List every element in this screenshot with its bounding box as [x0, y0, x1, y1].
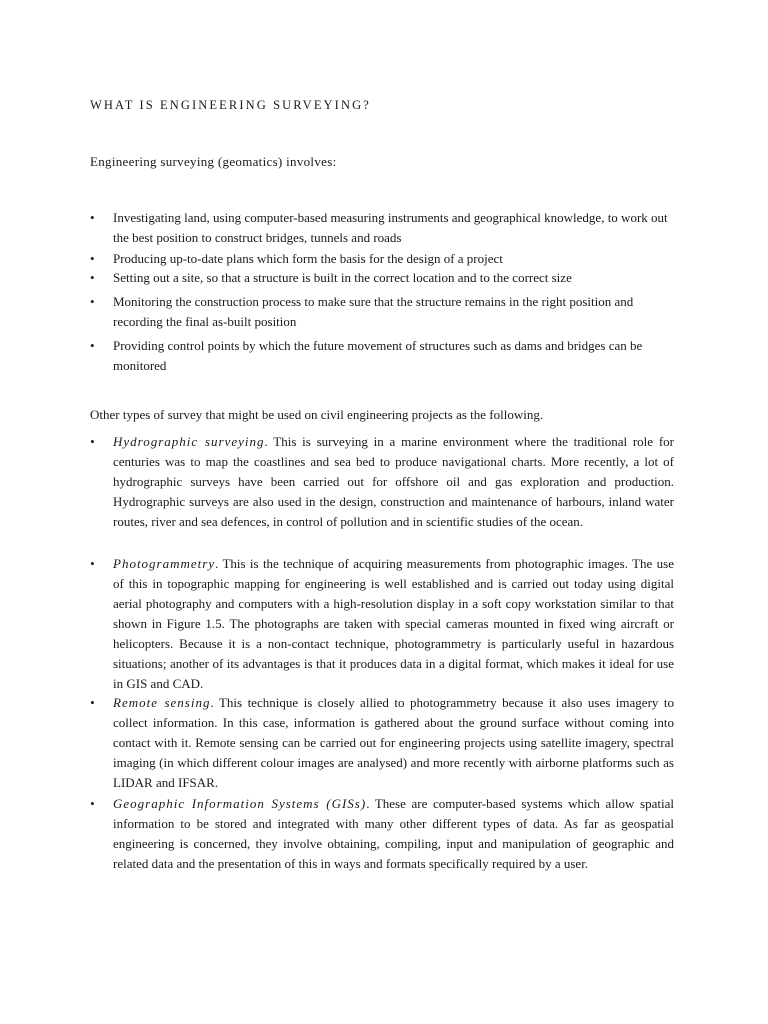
survey-type-description: . These are computer-based systems which allow spatial information to be stored and integrated with many other different types of data. As far as geospatial engineering is concerned, they involve obtaining, compiling, input and manipulation of geographic and related data and the presentation of this in ways and formats specifically required by a user.	[113, 796, 674, 871]
bullet-icon: •	[90, 796, 96, 811]
survey-type-term: Photogrammetry	[113, 556, 216, 571]
list-item-text: Producing up-to-date plans which form the basis for the design of a project	[113, 251, 503, 266]
other-types-intro: Other types of survey that might be used on civil engineering projects as the following.	[90, 407, 544, 422]
survey-type-description: . This is the technique of acquiring measurements from photographic images. The use of this in topographic mapping for engineering is well established and is carried out today using digital aerial photography and computers with a high-resolution display in a soft copy workstation similar to that shown in Figure 1.5. The photographs are taken with special cameras mounted in fixed wing aircraft or helicopters. Because it is a non-contact technique, photogrammetry is particularly useful in hazardous situations; another of its advantages is that it produces data in a digital format, which makes it ideal for use in GIS and CAD.	[113, 556, 674, 691]
survey-type-description: . This is surveying in a marine environment where the traditional role for centuries was to map the coastlines and sea bed to produce navigational charts. More recently, a lot of hydrographic surveys have been carried out for offshore oil and gas exploration and production. Hydrographic surveys are also used in the design, construction and maintenance of harbours, inland water routes, river and sea defences, in control of pollution and in scientific studies of the ocean.	[113, 434, 675, 529]
bullet-icon: •	[90, 338, 95, 353]
bullet-icon: •	[90, 251, 95, 266]
survey-type-item	[90, 794, 674, 874]
list-item-text: Providing control points by which the future movement of structures such as dams and bridges can be monitored	[113, 338, 643, 373]
survey-type-text	[113, 794, 674, 874]
list-item	[90, 336, 674, 376]
bullet-icon: •	[90, 294, 95, 309]
survey-type-item	[90, 693, 674, 793]
bullet-icon: •	[90, 434, 96, 449]
bullet-icon: •	[90, 210, 95, 225]
survey-type-item	[90, 554, 674, 694]
bullet-icon: •	[90, 556, 96, 571]
survey-type-term: Remote sensing	[113, 695, 211, 710]
list-item-text: Investigating land, using computer-based measuring instruments and geographical knowledge, to work out the best position to construct bridges, tunnels and roads	[113, 210, 668, 245]
survey-type-description: . This technique is closely allied to photogrammetry because it also uses imagery to collect information. In this case, information is gathered about the ground surface without coming into contact with it. Remote sensing can be carried out for engineering projects using satellite imagery, spectral imaging (in which different colour images are analysed) and more recently with airborne platforms such as LIDAR and IFSAR.	[113, 695, 674, 790]
list-item	[90, 292, 674, 332]
page-title: WHAT IS ENGINEERING SURVEYING?	[90, 98, 371, 112]
survey-type-term: Hydrographic surveying	[113, 434, 265, 449]
survey-type-item	[90, 432, 674, 532]
list-item-text: Monitoring the construction process to make sure that the structure remains in the right position and recording the final as-built position	[113, 294, 634, 329]
survey-type-text	[113, 693, 674, 793]
list-item-text: Setting out a site, so that a structure is built in the correct location and to the correct size	[113, 270, 572, 285]
survey-type-term: Geographic Information Systems (GISs)	[113, 796, 367, 811]
list-item	[90, 249, 674, 269]
survey-type-text	[113, 554, 674, 694]
list-item	[90, 268, 674, 288]
list-item	[90, 208, 674, 248]
intro-paragraph: Engineering surveying (geomatics) involves:	[90, 154, 337, 169]
survey-type-text	[113, 432, 674, 532]
bullet-icon: •	[90, 695, 96, 710]
bullet-icon: •	[90, 270, 95, 285]
